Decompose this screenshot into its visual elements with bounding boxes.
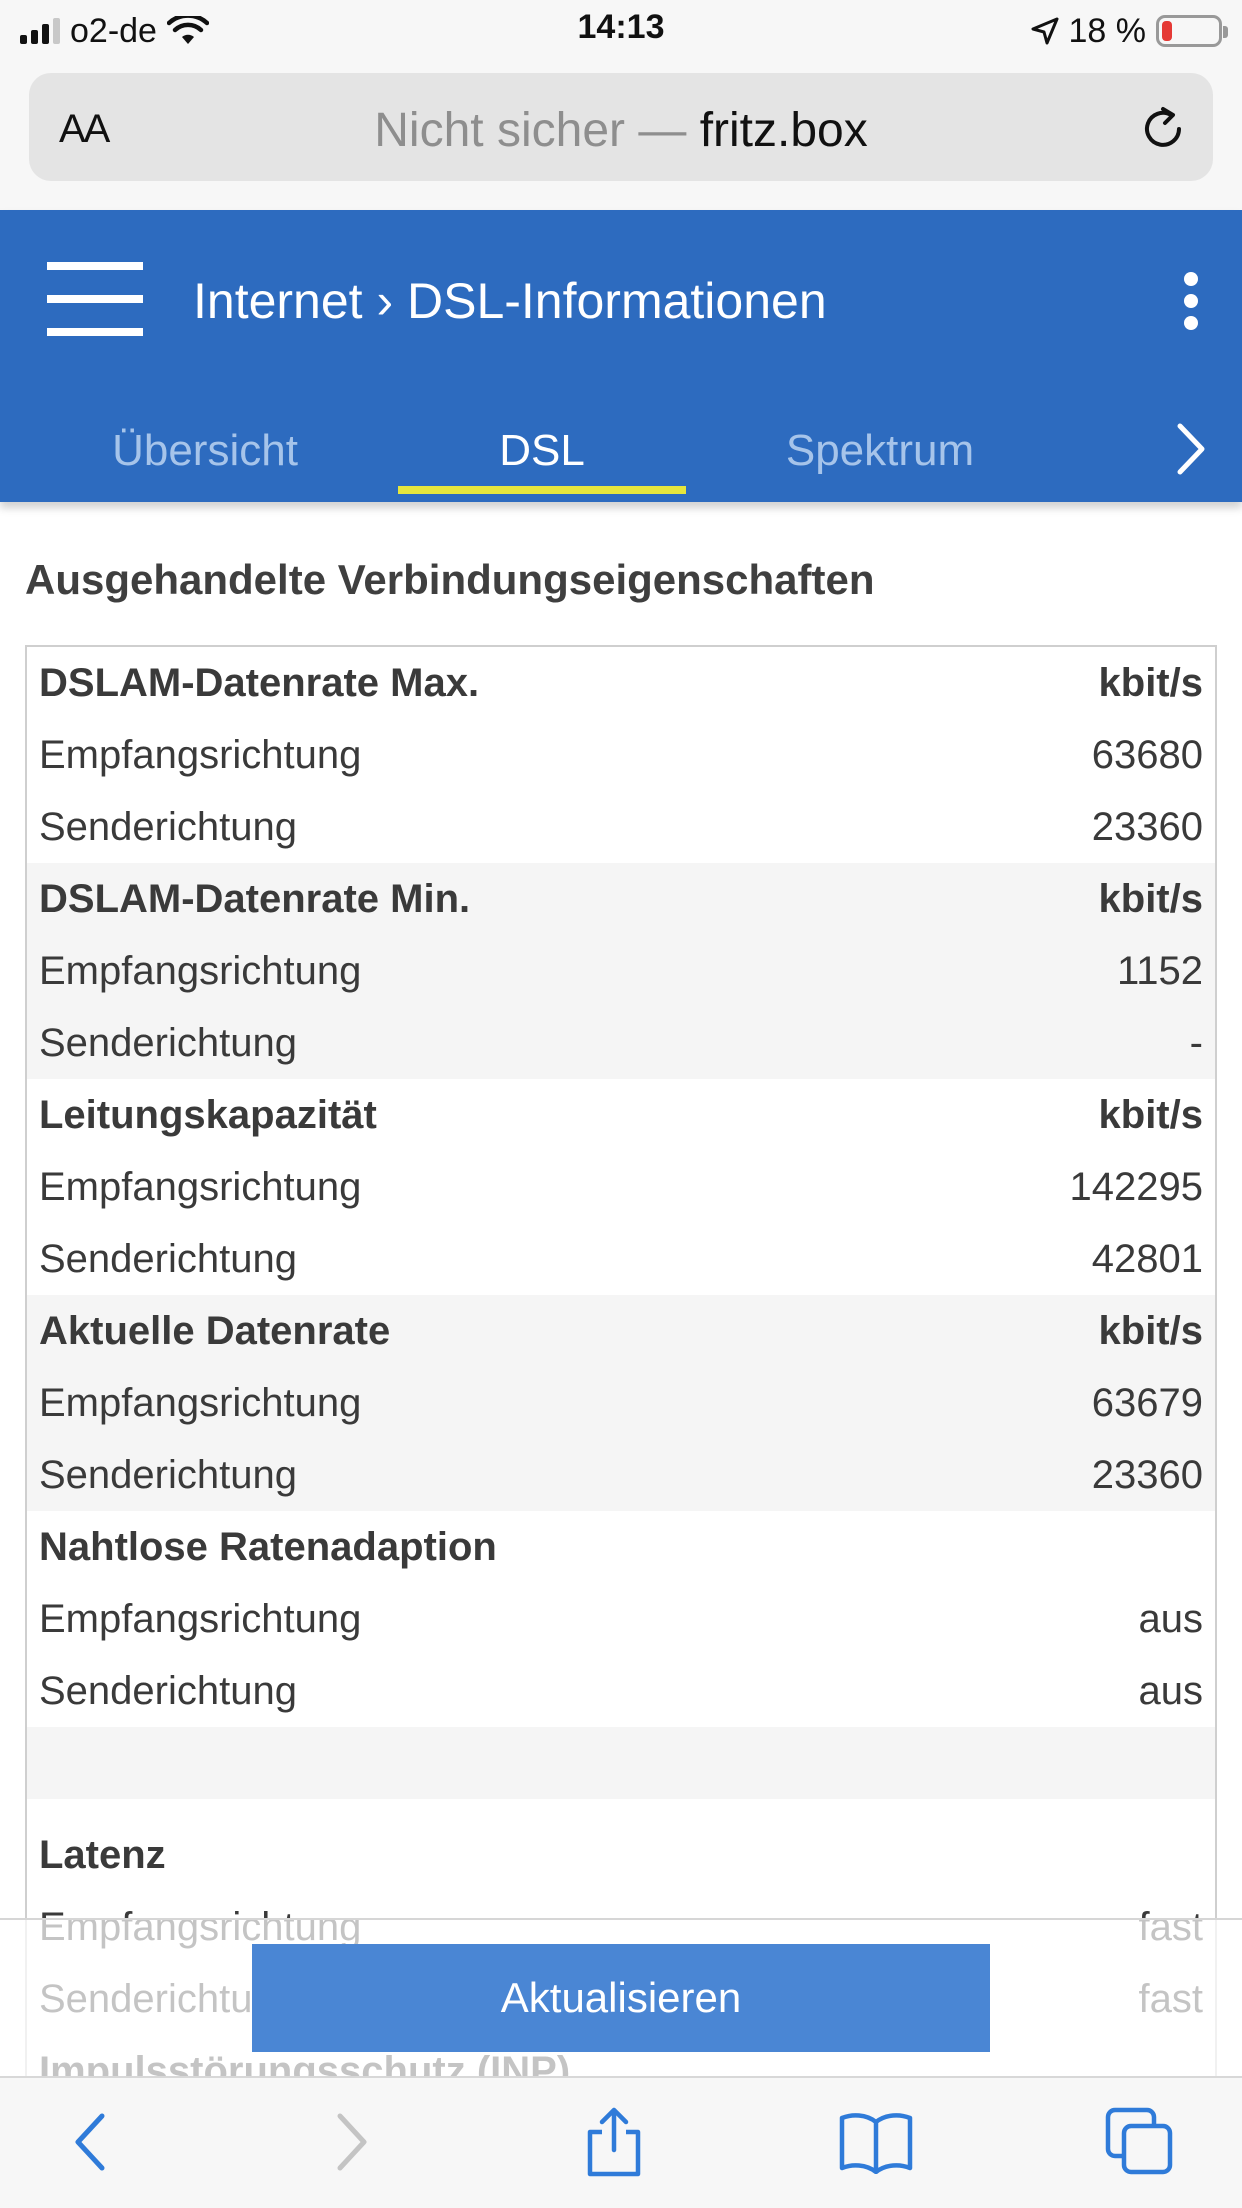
- row-value: 63679: [1091, 1380, 1203, 1425]
- row-label: Empfangsrichtung: [39, 1596, 362, 1641]
- url-security-label: Nicht sicher —: [374, 104, 687, 157]
- battery-percentage: 18 %: [1068, 11, 1146, 50]
- url-bar[interactable]: [29, 73, 1213, 181]
- group-dslam-max: [27, 647, 1215, 863]
- status-right: [1031, 10, 1223, 52]
- group-title: Latenz: [39, 1832, 166, 1877]
- clock: 14:13: [577, 8, 665, 46]
- group-header: [27, 1295, 1215, 1367]
- row-label: Senderichtung: [39, 1020, 297, 1065]
- group-unit: kbit/s: [1098, 1308, 1203, 1353]
- section-title: Ausgehandelte Verbindungseigenschaften: [25, 556, 875, 603]
- row-value: 1152: [1116, 948, 1203, 993]
- tab-uebersicht[interactable]: Übersicht: [112, 426, 298, 475]
- table-row: [27, 1583, 1215, 1655]
- table-row: [27, 791, 1215, 863]
- table-row: [27, 1223, 1215, 1295]
- row-label: Senderichtung: [39, 804, 297, 849]
- active-tab-indicator: [398, 486, 686, 494]
- tabs-button[interactable]: [1100, 2102, 1180, 2182]
- group-title: Leitungskapazität: [39, 1092, 377, 1137]
- row-label: Empfangsrichtung: [39, 1164, 362, 1209]
- more-options-icon[interactable]: [1180, 272, 1202, 330]
- group-current-rate: [27, 1295, 1215, 1511]
- update-button[interactable]: Aktualisieren: [252, 1944, 990, 2052]
- row-value: 142295: [1069, 1164, 1203, 1209]
- row-label: Senderichtung: [39, 1452, 297, 1497]
- group-title: DSLAM-Datenrate Max.: [39, 660, 480, 705]
- bookmarks-icon: [838, 2110, 914, 2174]
- group-dslam-min: [27, 863, 1215, 1079]
- forward-button[interactable]: [312, 2102, 392, 2182]
- battery-fill: [1162, 21, 1172, 41]
- table-gap: [27, 1799, 1215, 1819]
- reload-icon[interactable]: [1137, 103, 1189, 155]
- battery-icon: [1156, 15, 1222, 47]
- group-header: [27, 1511, 1215, 1583]
- browser-toolbar: [0, 2076, 1242, 2208]
- forward-icon: [332, 2110, 372, 2174]
- url-display[interactable]: [29, 103, 1213, 158]
- table-row: [27, 1151, 1215, 1223]
- row-label: Empfangsrichtung: [39, 1380, 362, 1425]
- share-icon: [582, 2106, 646, 2178]
- status-bar: [0, 0, 1242, 62]
- table-row: [27, 1655, 1215, 1727]
- row-value: aus: [1138, 1596, 1203, 1641]
- connection-properties-table: [25, 645, 1217, 2125]
- share-button[interactable]: [574, 2102, 654, 2182]
- back-button[interactable]: [50, 2102, 130, 2182]
- row-label: Senderichtung: [39, 1236, 297, 1281]
- row-value: aus: [1138, 1668, 1203, 1713]
- row-label: Empfangsrichtung: [39, 732, 362, 777]
- row-value: 23360: [1091, 1452, 1203, 1497]
- bookmarks-button[interactable]: [836, 2102, 916, 2182]
- row-value: -: [1189, 1020, 1203, 1065]
- tab-dsl[interactable]: DSL: [499, 426, 585, 475]
- table-spacer-row: [27, 1727, 1215, 1799]
- group-seamless-rate-adaption: [27, 1511, 1215, 1727]
- group-header: [27, 1079, 1215, 1151]
- group-header: [27, 647, 1215, 719]
- group-unit: kbit/s: [1098, 660, 1203, 705]
- table-row: [27, 1367, 1215, 1439]
- group-line-capacity: [27, 1079, 1215, 1295]
- app-header: [0, 210, 1242, 502]
- group-unit: kbit/s: [1098, 1092, 1203, 1137]
- group-header: [27, 863, 1215, 935]
- menu-icon[interactable]: [47, 262, 143, 336]
- location-arrow-icon: [1031, 17, 1059, 45]
- group-header: [27, 1819, 1215, 1891]
- back-icon: [70, 2110, 110, 2174]
- group-title: Aktuelle Datenrate: [39, 1308, 391, 1353]
- row-value: 42801: [1091, 1236, 1203, 1281]
- aa-label: AA: [59, 107, 109, 151]
- table-row: [27, 719, 1215, 791]
- tabs-icon: [1104, 2106, 1176, 2178]
- row-value: 63680: [1091, 732, 1203, 777]
- tab-spektrum[interactable]: Spektrum: [785, 426, 975, 475]
- group-title: Nahtlose Ratenadaption: [39, 1524, 497, 1569]
- carrier-name: o2-de: [70, 11, 157, 50]
- url-host: fritz.box: [699, 104, 868, 157]
- row-label: Empfangsrichtung: [39, 948, 362, 993]
- row-label: Senderichtung: [39, 1668, 297, 1713]
- breadcrumb-title: Internet › DSL-Informationen: [193, 273, 827, 329]
- row-value: 23360: [1091, 804, 1203, 849]
- table-row: [27, 1007, 1215, 1079]
- table-row: [27, 935, 1215, 1007]
- group-title: DSLAM-Datenrate Min.: [39, 876, 471, 921]
- browser-url-area: [0, 62, 1242, 210]
- chevron-right-icon[interactable]: [1172, 420, 1210, 478]
- group-unit: kbit/s: [1098, 876, 1203, 921]
- table-row: [27, 1439, 1215, 1511]
